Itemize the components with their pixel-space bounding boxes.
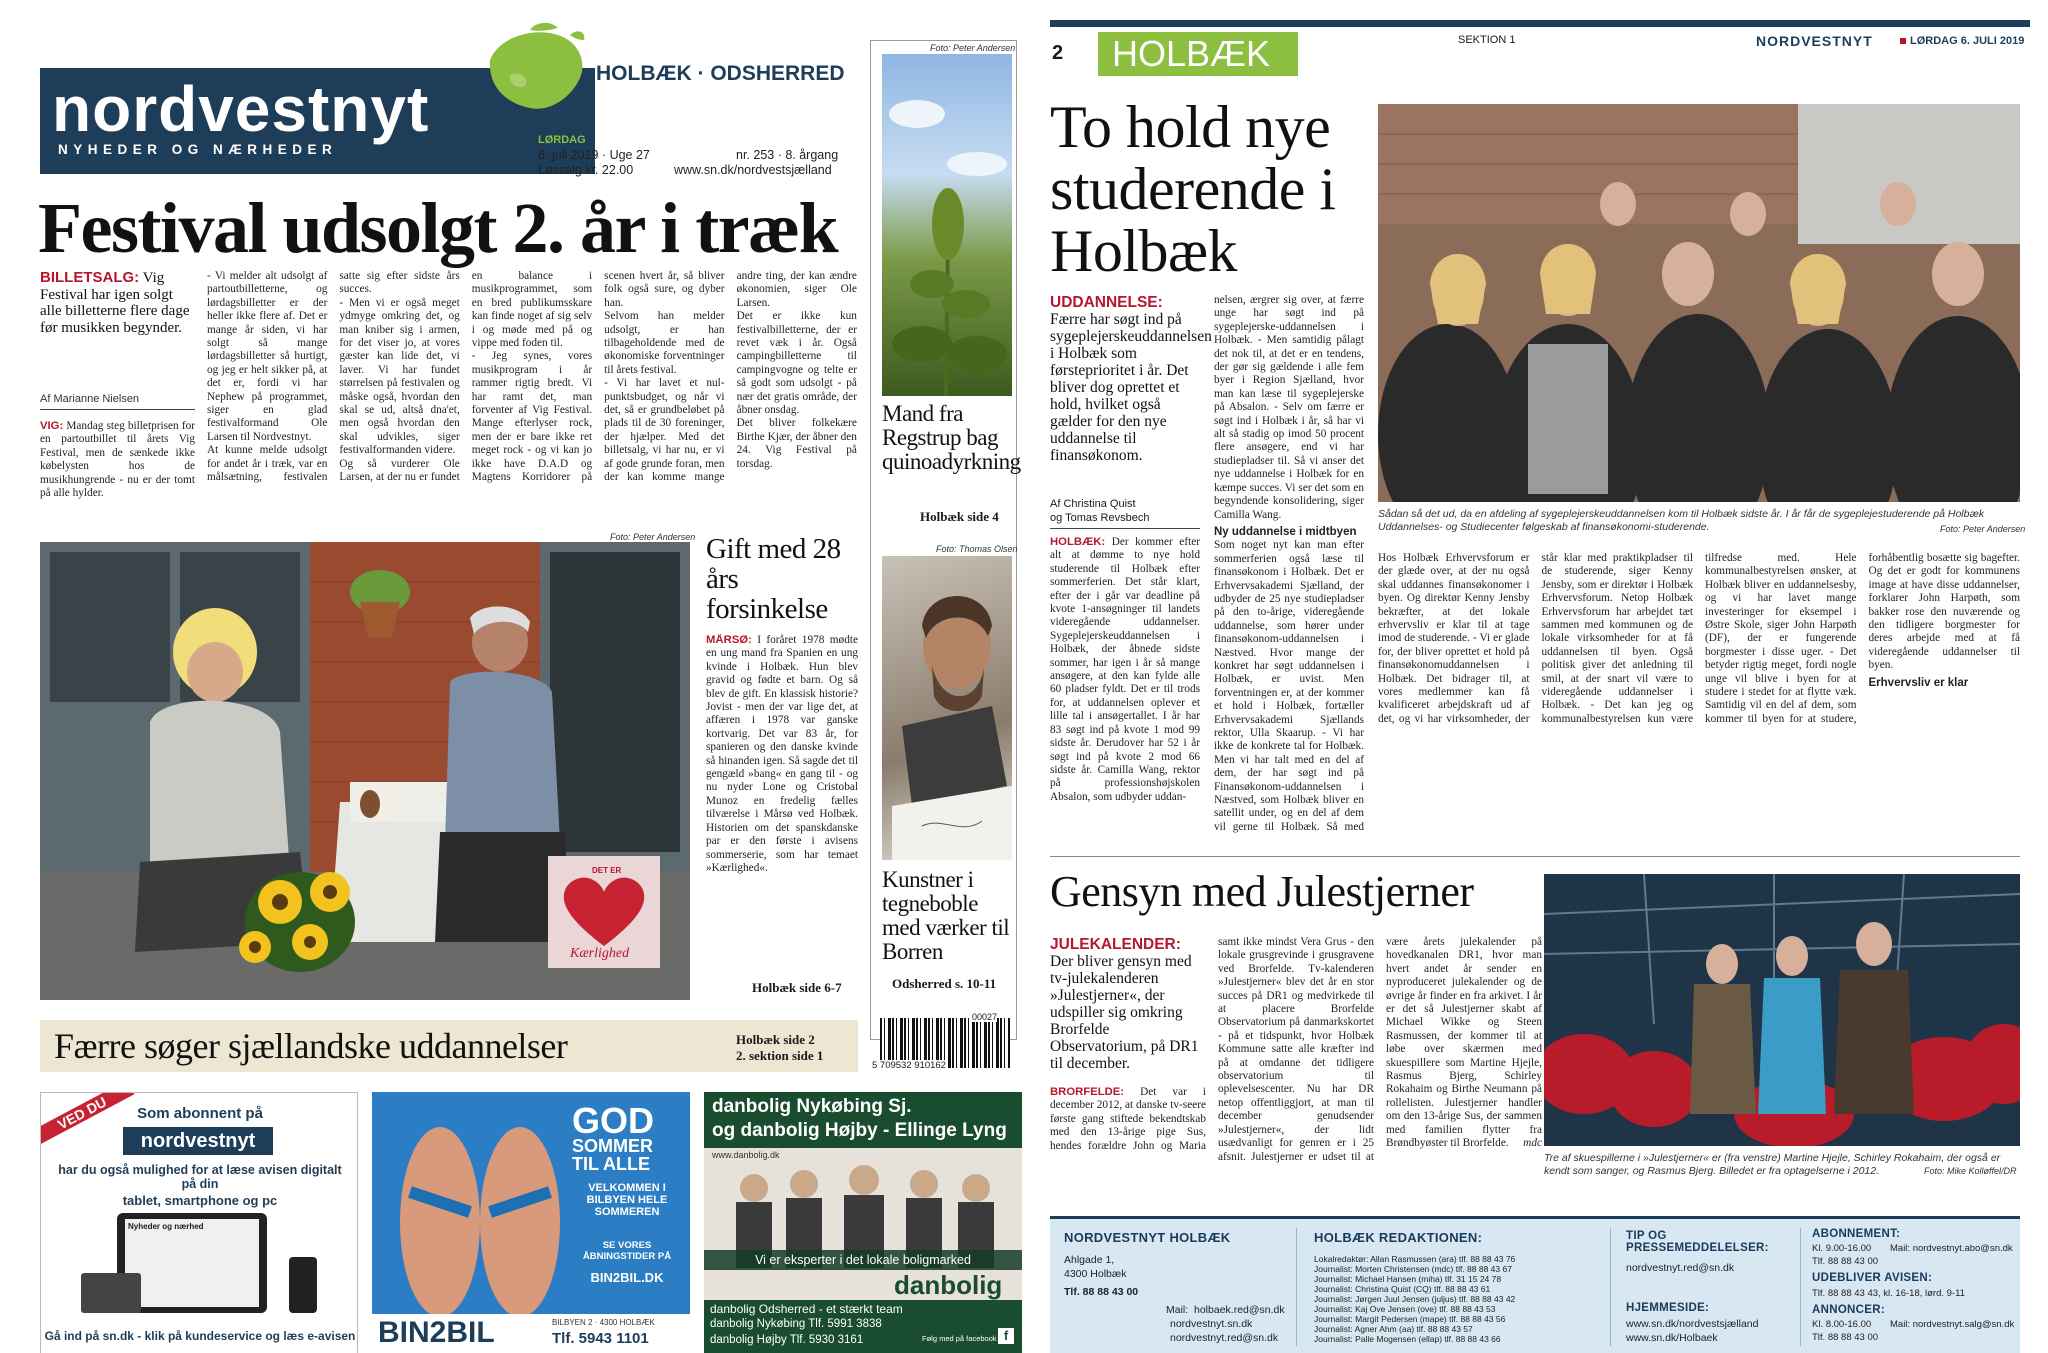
body-paragraph: Selvom han melder udsolgt, er han tilbageholdende med de økonomiske forventninger til årets festival. [604,310,725,376]
ad3-line1: danbolig Nykøbing Tlf. 5991 3838 [710,1318,882,1330]
heart-label: DET ER [592,866,622,875]
ad2-line4: VELKOMMEN I BILBYEN HELE SOMMEREN [586,1182,668,1218]
ann-tel: Tlf. 88 88 43 00 [1812,1332,1879,1343]
banner-ref1: Holbæk side 2 [736,1032,815,1047]
staff-line: Journalist: Michael Hansen (miha) tlf. 31 15 24 78 [1314,1274,1502,1284]
side2-headline: Kunstner i tegneboble med værker til Borren [882,867,1010,964]
body-paragraph: - Vi melder alt udsolgt af partoutbilletterne, og lørdagsbilletter er der heller ikke flere af. Det er mange år siden, vi har solgt så mange lørdagsbilletter så hurtigt, og jeg er helt sikker på, at det er, fordi vi har Nephew på programmet, siger en glad festivalformand Ole Larsen til Nordvestnyt. [207,270,328,443]
intro-text: Mandag steg billetprisen for en partoutbillet til årets Vig Festival, men de sænkede ikke købelysten hos de musikhungrende - nu er der tomt på alle hylder. [40,420,195,500]
side2-credit: Foto: Thomas Olsen [936,544,1018,554]
jul-sign: mdc [1523,1137,1542,1150]
staff-line: Journalist: Kaj Ove Jensen (ove) tlf. 88 88 43 53 [1314,1304,1496,1314]
subhead-business: Erhvervsliv er klar [1868,676,1969,689]
side2-ref: Odsherred s. 10-11 [892,976,997,991]
marriage-kicker: MÅRSØ: [706,634,752,646]
jul-headline: Gensyn med Julestjerner [1050,867,1474,916]
jul-credit: Foto: Mike Kolløffel/DR [1924,1166,2017,1176]
office-addr1: Ahlgade 1, [1064,1254,1115,1266]
ad2-line1: GOD [572,1100,655,1141]
students-credit: Foto: Peter Andersen [1940,524,2026,534]
lead-paragraph [40,270,195,336]
office-mail3[interactable]: nordvestnyt.red@sn.dk [1170,1332,1279,1344]
facebook-icon[interactable]: f [998,1328,1014,1344]
right-body-col1 [1050,536,1200,836]
masthead-regions: HOLBÆK · ODSHERRED [596,62,845,85]
footer-rule [1050,1216,2020,1219]
festival-body [207,270,857,502]
body-paragraph: - Vi har lavet et nul-punktsbudget, og når vi det, så er grundbeløbet på plads til de 30 foreninger, der hjælper. Med det billetsalg, vi har nu, er vi af gode grunde foran, men der kan komme mange andre ting, der kan ændre økonomien, siger Ole Larsen. [604,270,857,484]
office-addr2: 4300 Holbæk [1064,1268,1127,1280]
laptop-image [81,1273,141,1313]
bin2bil-ad[interactable] [372,1092,690,1353]
masthead-logo: nordvestnyt [52,73,430,145]
ad1-logo: nordvestnyt [123,1127,273,1155]
office-mail2[interactable]: nordvestnyt.sn.dk [1170,1318,1253,1330]
subhead-new-education: Ny uddannelse i midtbyen [1214,525,1357,538]
staff-list [1314,1254,1604,1344]
footer-divider [1610,1228,1611,1346]
marriage-text: I foråret 1978 mødte en ung mand fra Spanien en ung kvinde i Holbæk. Hun blev gravid og fødte et barn. Og så blev de gift. En klassisk historie? Jovist - men der var lige det, at affæren i 1978 var ganske kortvarig. Det var 83 år, for spanieren og den danske kvinde så hinanden igen. Så sagde det til gengæld »bang« en gang til - og nu nyder Lone og Cristobal Munoz en fredelig fælles tilværelse i Mårsø ved Holbæk. Historien om det spanskdanske par er den første i avisens sommerserie, som har temaet »Kærlighed«. [706,634,858,874]
jul-caption: Tre af skuespillerne i »Julestjerner« er (fra venstre) Martine Hjejle, Schirley Rokahaim, der også er kendt som sanger, og Rasmus Bjerg. Billedet er fra optagelserne i 2012. [1544,1152,2001,1177]
abo-tel: Tlf. 88 88 43 00 [1812,1256,1879,1267]
body-paragraph: Det er ikke kun festivalbilletterne, der er revet væk i år. Også campingbilletterne til campingvogne og telte er så godt som udsolgt - på nær det gratis område, der åbner onsdag. [736,310,857,417]
web-title: HJEMMESIDE: [1626,1302,1710,1314]
right-byline1: Af Christina Quist [1050,498,1136,510]
right-lead-kicker: UDDANNELSE: [1050,294,1163,311]
web-link1[interactable]: www.sn.dk/nordvestsjælland [1626,1318,1759,1330]
right-body-col2 [1214,294,1364,834]
side1-ref: Holbæk side 4 [920,509,999,524]
heart-text: Kærlighed [570,946,630,961]
heart-icon [562,876,646,952]
ann-hours: Kl. 8.00-16.00 [1812,1319,1872,1330]
marriage-body [706,634,858,964]
web-link2[interactable]: www.sn.dk/Holbaek [1626,1332,1718,1344]
right-byline2: og Tomas Revsbech [1050,512,1150,524]
ad1-flag: VED DU [40,1092,134,1146]
page-date: LØRDAG 6. JULI 2019 [1910,35,2025,47]
staff-line: Journalist: Christina Quist (CQ) tlf. 88 88 43 61 [1314,1284,1491,1294]
julestjerner-photo [1544,874,2020,1146]
staff-line: Journalist: Jørgen Juul Jensen (juljus) tlf. 88 88 43 42 [1314,1294,1516,1304]
byline-rule [40,409,195,410]
office-tel: Tlf. 88 88 43 00 [1064,1286,1139,1298]
side1-credit: Foto: Peter Andersen [930,43,1016,53]
jul-body-text: Det var i december 2012, at danske tv-seere første gang stiftede bekendtskab med den 13-årige pige Sus, hendes forældre John og Maria samt ikke mindst Vera Grus - den lokale grusgrevinde i grusgravene ved Brorfelde. Tv-kalenderen »Julestjerner« blev det år en stor succes på DR1 og medvirkede til at placere Brorfelde Observatorium på danmarkskortet - på et tidspunkt, hvor Holbæk Kommune satte alle kræfter ind på at omdanne det tidligere observatorium til oplevelsescenter. Nu har DR netop offentliggjort, at man til december genudsender »Julestjerner«, der lidt usædvanligt for genren er i 25 afsnit. Julestjerner er udset til at være årets julekalender på hovedkanalen DR1, hvor man hvert andet år sender en nyproduceret julekalender og de øvrige år finder en fra arkivet. I år er det så Julestjerner skabt af Michael Wikke og Steen Rasmussen, der kommer til at løbe over skærmen med skuespillere som Martine Hjejle, Rasmus Bjerg, Schirley Rokahaim og Birthe Neumann på rollelisten. Julestjerner handler om den 13-årige Sus, der sammen med familien flytter fra Brøndbyøster til Brorfelde. [1050,936,1542,1163]
barcode-number: 5 709532 910162 [872,1060,946,1071]
footer-divider [1296,1228,1297,1346]
abo-mail[interactable]: Mail: nordvestnyt.abo@sn.dk [1890,1243,2013,1254]
ad2-line5: SE VORES ÅBNINGSTIDER PÅ [582,1240,672,1262]
ad1-footer[interactable]: Gå ind på sn.dk - klik på kundeservice og læs e-avisen [44,1329,356,1343]
phone-image [289,1257,317,1313]
body-paragraph: At kunne melde udsolgt for andet år i træk, var en målsætning, festivalen satte sig efter sidste års succes. [207,270,460,484]
ad3-fb[interactable]: Følg med på facebook [922,1334,997,1343]
ad3-url: www.danbolig.dk [712,1150,780,1160]
office-mail1[interactable]: holbaek.red@sn.dk [1194,1304,1285,1316]
right-body2-start: Som noget nyt kan man efter sommerferien også læse til finansøkonom i Holbæk. Det er Erhvervsakademi Sjælland, der udbyder de 25 nye studiepladser på den to-årige, videregående uddannelse, som hører under finansøkonom-uddannelsen i Næstved. Hvor mange der konkret har søgt uddannelsen i Holbæk, er uvist. Men forventningen er, at der kommer et hold i Holbæk, fortæller Erhvervsakademi Sjællands rektor, Ulla Skaarup. - Vi har ikke de konkrete tal for Holbæk. Men vi har talt med en del af dem, der har søgt ind på Finansøkonom-uddannelsen i Næstved, som Holbæk bliver en satellit under, og en del af dem vil gerne til Holbæk. Så med [1214,539,1364,833]
footer-divider [1800,1228,1801,1346]
staff-line: Lokalredaktør: Allan Rasmussen (ara) tlf. 88 88 43 76 [1314,1254,1516,1264]
staff-line: Journalist: Palle Mogensen (ellap) tlf. 88 88 43 66 [1314,1334,1501,1344]
right-body-cols [1378,552,2020,838]
section-divider [1050,856,2020,857]
date-separator [1900,38,1906,44]
tip-title: TIP OG PRESSEMEDDELELSER: [1626,1230,1769,1254]
section-tab: HOLBÆK [1098,32,1298,76]
abo-hours: Kl. 9.00-16.00 [1812,1243,1872,1254]
students-photo [1378,104,2020,502]
ad3-title2: og danbolig Højby - Ellinge Lyng [712,1120,1007,1141]
masthead-date: 6. juli 2019 · Uge 27 [538,148,650,162]
marriage-ref: Holbæk side 6-7 [752,980,842,995]
lead-text: Vig Festival har igen solgt alle billetterne flere dage før musikken begynder. [40,270,190,336]
ad1-line1: Som abonnent på [137,1105,263,1122]
body-paragraph: - Men vi er også meget ydmyge omkring det, og man kniber sig i armen, for det viser jo, at vores gæster kan lide det, vi laver. Vi har fundet størrelsen på festivalen og måske også, hvordan den skal se ud, altså dna'et, men også hvordan den skal udvikles, siger festivalformanden videre. [339,296,460,457]
right-lead [1050,294,1212,464]
sandals-image [380,1112,580,1322]
banner-ref2: 2. sektion side 1 [736,1048,824,1063]
artist-photo [882,556,1012,860]
marriage-headline: Gift med 28 års forsinkelse [706,533,841,625]
ad3-line2: danbolig Højby Tlf. 5930 3161 [710,1334,864,1346]
jul-lead-kicker: JULEKALENDER: [1050,936,1181,953]
banner-headline: Færre søger sjællandske uddannelser [54,1026,568,1066]
side1-headline: Mand fra Regstrup bag quinoadyrkning [882,401,1021,474]
udebl-title: UDEBLIVER AVISEN: [1812,1272,1933,1284]
office-title: NORDVESTNYT HOLBÆK [1064,1230,1231,1245]
brand-globe-icon [470,20,590,130]
ann-title: ANNONCER: [1812,1304,1885,1316]
right-byline-rule [1050,528,1200,529]
jul-lead-text: Der bliver gensyn med tv-julekalenderen »Julestjerner«, der udspiller sig omkring Brorfelde Observatorium, på DR1 til december. [1050,953,1199,1072]
tablet-text: Nyheder og nærhed [125,1219,259,1307]
staff-line: Journalist: Margit Pedersen (mape) tlf. 88 88 43 56 [1314,1314,1506,1324]
office-mail-label: Mail: [1166,1304,1189,1316]
body-paragraph: Og så vurderer Ole Larsen, at der nu er fundet en balance i musikprogrammet, som en bred publikumsskare kan finde noget af sig selv i og møde med på og vippe med foden til. [339,270,593,484]
ad1-line3: tablet, smartphone og pc [122,1193,278,1208]
ad2-line3: TIL ALLE [572,1154,650,1174]
masthead-tagline: NYHEDER OG NÆRHEDER [58,142,338,157]
redaction-title: HOLBÆK REDAKTIONEN: [1314,1230,1483,1245]
danbolig-ad[interactable] [704,1092,1022,1353]
udebl-tel: Tlf. 88 88 43 43, kl. 16-18, lørd. 9-11 [1812,1288,1965,1299]
jul-body-kicker: BRORFELDE: [1050,1086,1125,1098]
barcode-top: 00027 [972,1012,998,1022]
lead-kicker: BILLETSALG: [40,269,140,286]
intro-kicker: VIG: [40,420,64,432]
masthead-price: Løssalg kr. 22.00 [538,163,634,177]
abo-title: ABONNEMENT: [1812,1228,1901,1240]
top-rule [1050,20,2030,27]
right-body3: Hos Holbæk Erhvervsforum er der glæde over, at der nu også skal uddannes finansøkonomer i byen. Og direktør Kenny Jensby bekræfter, at det lokale erhvervsliv er klar til at tage imod de studerende. - Vi er glade for, der bliver oprettet et hold på finansøkonomuddannelsen i Holbæk. Det bidrager til, at vores medlemmer kan få kvalificeret arbejdskraft ud af det, og vi har virksomheder, der står klar med praktikpladser til de studerende, siger Kenny Jensby, som er direktør i Holbæk Erhvervsforum. Netop Holbæk Erhvervsforum har arbejdet tæt sammen med kommunen og de lokale virksomheder for at få uddannelsen til byen. Også politisk giver det anledning til smil, at der snart vil være to videregående uddannelser i Holbæk. - Det kan jeg og kommunalbestyrelsen kun være tilfredse med. Hele kommunalbestyrelsen ønsker, at Holbæk bliver en uddannelsesby, og vi har lavet mange investeringer for eksempel i Østre Skole, siger John Harpøth (DF), der er fungerende borgmester i disse uger. - Det betyder rigtig meget, fordi nogle unge vil blive i byen for at studere i stedet for at flytte væk. Samtidig vil en del af dem, som kommer til byen for at studere, forhåbentlig bosætte sig bagefter. Og det er godt for kommunens image at have disse uddannelser, forklarer John Harpøth, som bakker rose den nuværende og den tidligere borgmester for deres arbejde med at få videregående uddannelser til byen. [1378,552,2020,725]
students-caption: Sådan så det ud, da en afdeling af sygeplejerskeuddannelsen kom til Holbæk sidste år. I år får de sygeplejestuderende på Holbæk Uddannelses- og Studiecenter følgeskab af finansøkonomi-studerende. [1378,508,1985,533]
right-lead-text: Færre har søgt ind på sygeplejerskeuddannelsen i Holbæk som førsteprioritet i år. Det bliver dog oprettet et hold, hvilket også gælder for den nye uddannelse til finansøkonom. [1050,311,1212,464]
tip-mail[interactable]: nordvestnyt.red@sn.dk [1626,1262,1735,1274]
digital-subscription-ad[interactable] [40,1092,358,1353]
right-col-top: nelsen, ærgrer sig over, at færre unge har søgt ind på sygeplejerske-uddannelsen i Holbæk. - Men samtidig pålagt det nok til, at det er en tendens, der gør sig gældende i alle fem byer i Region Sjælland, hvor man kan læse til sygeplejerske på Absalon. - Selv om færre er søgt ind i Holbæk i år, så har vi alt så stadig op imod 50 procent flere ansøgere, end vi har studiepladser til. Så vi anser det nye uddannelse i Holbæk for en kæmpe succes. Vi ser det som en begyndende konsolidering, siger Camilla Wang. [1214,294,1364,521]
masthead-day: LØRDAG [538,134,586,146]
right-body-kicker: HOLBÆK: [1050,536,1106,548]
main-photo-credit: Foto: Peter Andersen [610,532,696,542]
paper-name: NORDVESTNYT [1756,33,1873,49]
page-number: 2 [1052,42,1064,64]
ad2-addr: BILBYEN 2 · 4300 HOLBÆK [552,1318,655,1327]
ad1-line2: har du også mulighed for at læse avisen digitalt på din [58,1163,342,1191]
quinoa-photo [882,54,1012,396]
ad3-team: danbolig Odsherred - et stærkt team [710,1302,903,1316]
ad2-tel: Tlf. 5943 1101 [552,1330,649,1347]
ad2-line6[interactable]: BIN2BIL.DK [590,1270,664,1285]
ad3-slogan: Vi er eksperter i det lokale boligmarked [704,1250,1022,1270]
masthead-issue: nr. 253 · 8. årgang [736,148,839,162]
right-body-text: Der kommer efter alt at dømme to nye hold studerende til Holbæk efter sommerferien. Det står klart, efter der i går var deadline på kvote 1-ansøgninger til landets videregående uddannelser. Sygeplejerskeuddannelsen i Holbæk, der åbnede sidste sommer, har igen i år så mange ansøgere, at den kan fylde alle 60 pladser fyldt. Det er til trods for, at uddannelsen oplever et lille tal i ansøgertallet. I år har 83 søgt ind på kvote 1 mod 99 sidste år. Derudover har 52 i år søgt ind på kvote 2 mod 66 sidste år. Camilla Wang, rektor på professionshøjskolen Absalon, som udbyder uddan- [1050,536,1200,803]
body-paragraph: - Jeg synes, vores musikprogram i år rammer rigtig bredt. Vi har ramt det, man forventer af Vig Festival. Mange efterlyser rock, men der er bare ikke ret meget rock - og vi kan jo ikke have D.A.D og Magtens Korridorer på scenen hvert år, så bliver folk også sure, og dyber han. [471,270,725,484]
ad3-brand: danbolig [894,1270,1003,1300]
main-headline: Festival udsolgt 2. år i træk [38,188,838,268]
intro-column [40,420,195,500]
byline: Af Marianne Nielsen [40,393,140,405]
staff-line: Journalist: Morten Christensen (mdc) tlf. 88 88 43 67 [1314,1264,1512,1274]
ad2-line2: SOMMER [572,1136,653,1156]
staff-line: Journalist: Agner Ahm (aa) tlf. 88 88 43 57 [1314,1324,1473,1334]
ann-mail[interactable]: Mail: nordvestnyt.salg@sn.dk [1890,1319,2015,1330]
body-paragraph: Det bliver folkekære Birthe Kjær, der åbner den 24. Vig Festival på torsdag. [736,417,857,470]
section-label: SEKTION 1 [1458,34,1516,46]
right-headline: To hold nye studerende i Holbæk [1050,94,1336,284]
ad3-title1: danbolig Nykøbing Sj. [712,1096,912,1117]
ad2-brand: BIN2BIL [378,1316,495,1349]
masthead-url: www.sn.dk/nordvestsjælland [674,163,832,177]
jul-body-cols [1050,936,1542,1172]
